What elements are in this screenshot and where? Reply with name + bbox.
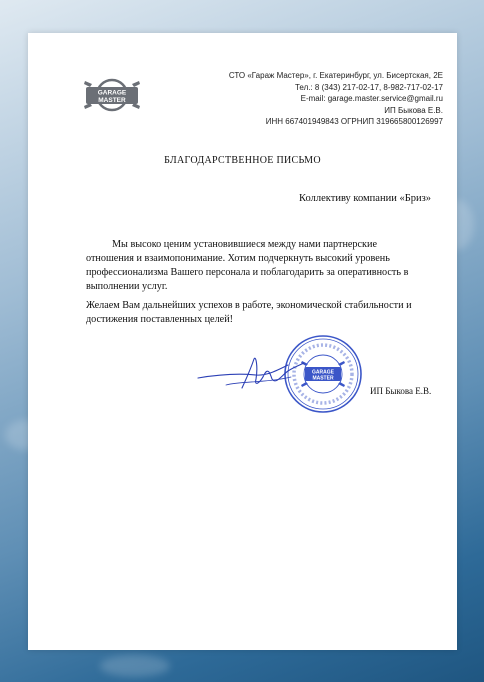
garage-master-logo bbox=[83, 73, 141, 117]
company-email: E-mail: garage.master.service@gmail.ru bbox=[300, 94, 443, 103]
stamp-line1: GARAGE bbox=[312, 369, 334, 376]
paragraph-1-text: Мы высоко ценим установившиеся между нами партнерские отношения и взаимопонимание. Хотим подчеркнуть высокий уровень профессионализма Вашего персонала и поблагодарить за оперативность в выполнении услуг. bbox=[86, 239, 409, 292]
letter-paragraph-2 bbox=[86, 299, 426, 327]
letter-page bbox=[28, 33, 457, 650]
handwritten-signature bbox=[196, 345, 306, 395]
company-contacts bbox=[183, 70, 443, 128]
signatory-name: ИП Быкова Е.В. bbox=[370, 386, 432, 396]
company-owner: ИП Быкова Е.В. bbox=[384, 105, 443, 115]
company-phone: Тел.: 8 (343) 217-02-17, 8-982-717-02-17 bbox=[294, 82, 443, 92]
logo-line1: GARAGE bbox=[97, 89, 127, 97]
paragraph-2-text: Желаем Вам дальнейших успехов в работе, экономической стабильности и достижения поставленных целей! bbox=[86, 300, 412, 325]
letter-addressee: Коллективу компании «Бриз» bbox=[299, 193, 431, 204]
background-spot bbox=[100, 655, 170, 677]
letter-paragraph-1 bbox=[86, 238, 426, 294]
letter-title: БЛАГОДАРСТВЕННОЕ ПИСЬМО bbox=[164, 155, 321, 166]
logo-line2: MASTER bbox=[98, 97, 126, 104]
company-ids: ИНН 667401949843 ОГРНИП 319665800126997 bbox=[265, 117, 443, 126]
stamp-line2: MASTER bbox=[312, 375, 334, 382]
company-address: СТО «Гараж Мастер», г. Екатеринбург, ул. Бисертская, 2Е bbox=[228, 71, 443, 80]
